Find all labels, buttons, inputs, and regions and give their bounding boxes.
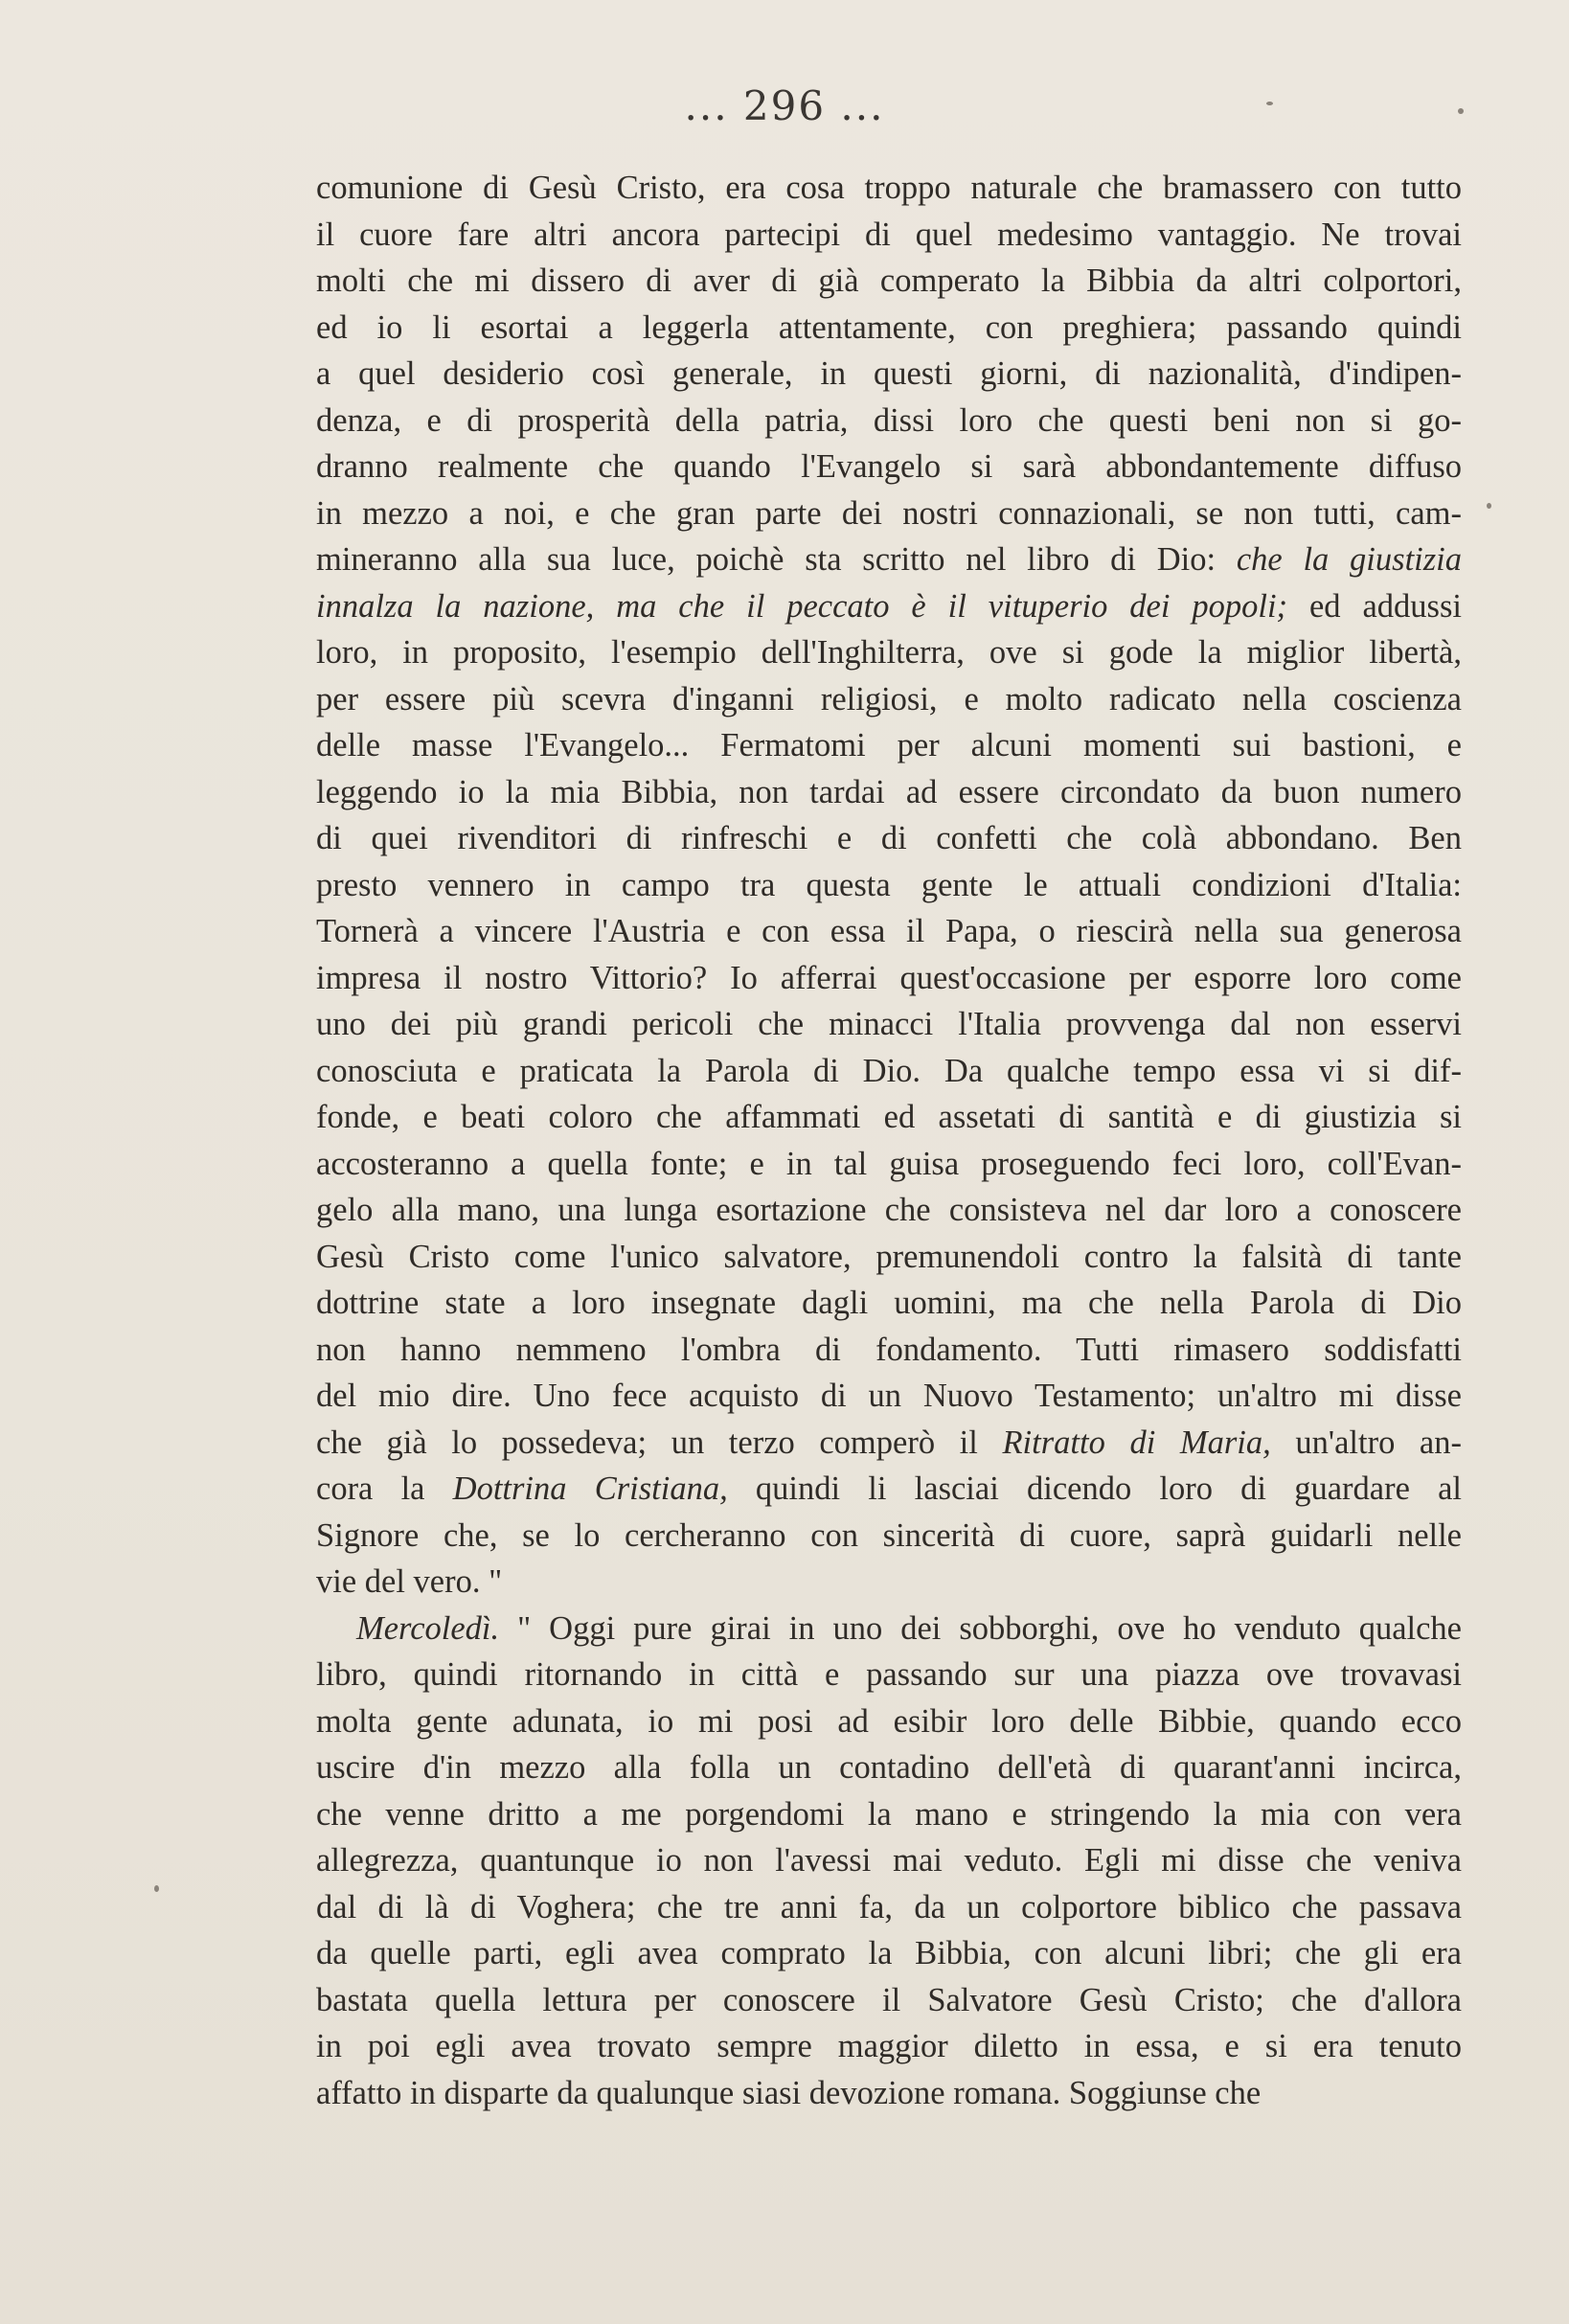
print-speck: [1266, 102, 1273, 105]
text-line: [316, 769, 1462, 816]
text-run: denza, e di prosperità della patria, dissi loro che questi beni non si go-: [316, 401, 1462, 439]
text-line: [316, 1606, 1462, 1652]
text-run: impresa il nostro Vittorio? Io afferrai quest'occasione per esporre loro come: [316, 959, 1462, 996]
text-run: delle masse l'Evangelo... Fermatomi per alcuni momenti sui bastioni, e: [316, 727, 1462, 763]
text-line: [316, 2023, 1462, 2070]
text-line: [316, 1141, 1462, 1188]
text-line: [316, 1698, 1462, 1745]
text-line: [316, 490, 1462, 537]
text-run: comunione di Gesù Cristo, era cosa troppo naturale che bramassero con tutto: [316, 170, 1462, 206]
text-run: dranno realmente che quando l'Evangelo si sarà abbondantemente diffuso: [316, 448, 1462, 485]
text-run: cora la: [316, 1470, 453, 1507]
text-line: [316, 1513, 1462, 1560]
text-run: ed addussi: [1287, 587, 1462, 625]
text-line: [316, 583, 1462, 630]
text-run: conosciuta e praticata la Parola di Dio. Da qualche tempo essa vi si dif-: [316, 1052, 1462, 1089]
text-run: gelo alla mano, una lunga esortazione che consisteva nel dar loro a conoscere: [316, 1192, 1462, 1228]
text-line: [316, 536, 1462, 583]
text-run: presto vennero in campo tra questa gente le attuali condizioni d'Italia:: [316, 866, 1462, 903]
text-line: [316, 212, 1462, 259]
text-line: [316, 815, 1462, 862]
text-line: [316, 1327, 1462, 1374]
text-line: [316, 1234, 1462, 1281]
text-run: ed io li esortai a leggerla attentamente, con preghiera; passando quindi: [316, 308, 1462, 346]
text-run: in mezzo a noi, e che gran parte dei nostri connazionali, se non tutti, cam-: [316, 494, 1462, 532]
text-line: [316, 2070, 1462, 2117]
text-line: [316, 398, 1462, 444]
text-line: [316, 1884, 1462, 1931]
text-run: mineranno alla sua luce, poichè sta scritto nel libro di Dio:: [316, 541, 1237, 578]
text-line: [316, 1280, 1462, 1327]
text-line: [316, 1048, 1462, 1095]
text-line: [316, 1559, 1462, 1606]
page-number-header: ... 296 ...: [684, 82, 885, 129]
text-run: dal di là di Voghera; che tre anni fa, da un colportore biblico che passava: [316, 1888, 1462, 1925]
text-run: molti che mi dissero di aver di già comperato la Bibbia da altri colportori,: [316, 262, 1462, 299]
text-line: [316, 722, 1462, 769]
text-line: [316, 165, 1462, 212]
text-line: [316, 676, 1462, 723]
print-speck: [1487, 503, 1491, 509]
text-run: loro, in proposito, l'esempio dell'Inghilterra, ove si gode la miglior libertà,: [316, 634, 1462, 671]
text-run: quindi li lasciai dicendo loro di guardare al: [727, 1470, 1462, 1507]
text-run: Tornerà a vincere l'Austria e con essa il Papa, o riescirà nella sua generosa: [316, 913, 1462, 949]
text-run: molta gente adunata, io mi posi ad esibir loro delle Bibbie, quando ecco: [316, 1702, 1462, 1740]
text-run: per essere più scevra d'inganni religiosi, e molto radicato nella coscienza: [316, 680, 1462, 718]
text-run: da quelle parti, egli avea comprato la Bibbia, con alcuni libri; che gli era: [316, 1935, 1462, 1971]
text-run: affatto in disparte da qualunque siasi devozione romana. Soggiunse che: [316, 2074, 1262, 2111]
text-run: del mio dire. Uno fece acquisto di un Nuovo Testamento; un'altro mi disse: [316, 1378, 1462, 1414]
text-run: accosteranno a quella fonte; e in tal guisa proseguendo feci loro, coll'Evan-: [316, 1145, 1462, 1182]
text-run: allegrezza, quantunque io non l'avessi mai veduto. Egli mi disse che veniva: [316, 1842, 1462, 1879]
text-line: [316, 629, 1462, 676]
print-speck: [154, 1885, 159, 1892]
text-line: [316, 444, 1462, 490]
italic-text: che la giustizia: [1236, 541, 1462, 578]
text-line: [316, 1001, 1462, 1048]
text-line: [316, 1420, 1462, 1467]
italic-text: Dottrina Cristiana,: [452, 1470, 728, 1507]
text-run: di quei rivenditori di rinfreschi e di confetti che colà abbondano. Ben: [316, 820, 1462, 856]
text-run: fonde, e beati coloro che affammati ed assetati di santità e di giustizia si: [316, 1099, 1462, 1135]
text-line: [316, 1187, 1462, 1234]
text-run: Gesù Cristo come l'unico salvatore, premunendoli contro la falsità di tante: [316, 1238, 1462, 1275]
italic-text: Mercoledì.: [356, 1609, 500, 1647]
text-run: il cuore fare altri ancora partecipi di quel medesimo vantaggio. Ne trovai: [316, 216, 1462, 253]
text-line: [316, 305, 1462, 352]
text-run: libro, quindi ritornando in città e passando sur una piazza ove trovavasi: [316, 1656, 1462, 1693]
italic-text: Ritratto di Maria,: [1002, 1424, 1271, 1461]
body-text: [316, 165, 1462, 2116]
text-line: [316, 862, 1462, 909]
text-run: in poi egli avea trovato sempre maggior diletto in essa, e si era tenuto: [316, 2028, 1462, 2064]
text-line: [316, 1744, 1462, 1791]
text-run: che venne dritto a me porgendomi la mano e stringendo la mia con vera: [316, 1795, 1462, 1833]
text-line: [316, 1837, 1462, 1884]
text-line: [316, 908, 1462, 955]
text-run: uscire d'in mezzo alla folla un contadino dell'età di quarant'anni incirca,: [316, 1749, 1462, 1786]
text-line: [316, 1977, 1462, 2024]
text-line: [316, 258, 1462, 305]
text-line: [316, 1791, 1462, 1838]
text-run: uno dei più grandi pericoli che minacci l'Italia provvenga dal non esservi: [316, 1006, 1462, 1042]
text-run: a quel desiderio così generale, in questi giorni, di nazionalità, d'indipen-: [316, 355, 1462, 392]
text-line: [316, 1930, 1462, 1977]
text-run: bastata quella lettura per conoscere il Salvatore Gesù Cristo; che d'allora: [316, 1981, 1462, 2018]
text-line: [316, 1652, 1462, 1698]
text-line: [316, 1373, 1462, 1420]
text-run: un'altro an-: [1270, 1424, 1462, 1461]
italic-text: innalza la nazione, ma che il peccato è il vituperio dei popoli;: [316, 587, 1288, 625]
text-run: " Oggi pure girai in uno dei sobborghi, ove ho venduto qualche: [499, 1609, 1462, 1647]
text-run: Signore che, se lo cercheranno con sincerità di cuore, saprà guidarli nelle: [316, 1516, 1462, 1554]
text-run: che già lo possedeva; un terzo comperò il: [316, 1424, 1003, 1461]
text-run: leggendo io la mia Bibbia, non tardai ad essere circondato da buon numero: [316, 773, 1462, 810]
print-speck: [1458, 108, 1464, 114]
text-run: dottrine state a loro insegnate dagli uomini, ma che nella Parola di Dio: [316, 1285, 1462, 1321]
text-run: vie del vero. ": [316, 1563, 503, 1600]
text-line: [316, 1466, 1462, 1513]
text-line: [316, 351, 1462, 398]
text-line: [316, 1094, 1462, 1141]
text-line: [316, 955, 1462, 1002]
text-run: non hanno nemmeno l'ombra di fondamento. Tutti rimasero soddisfatti: [316, 1331, 1462, 1368]
